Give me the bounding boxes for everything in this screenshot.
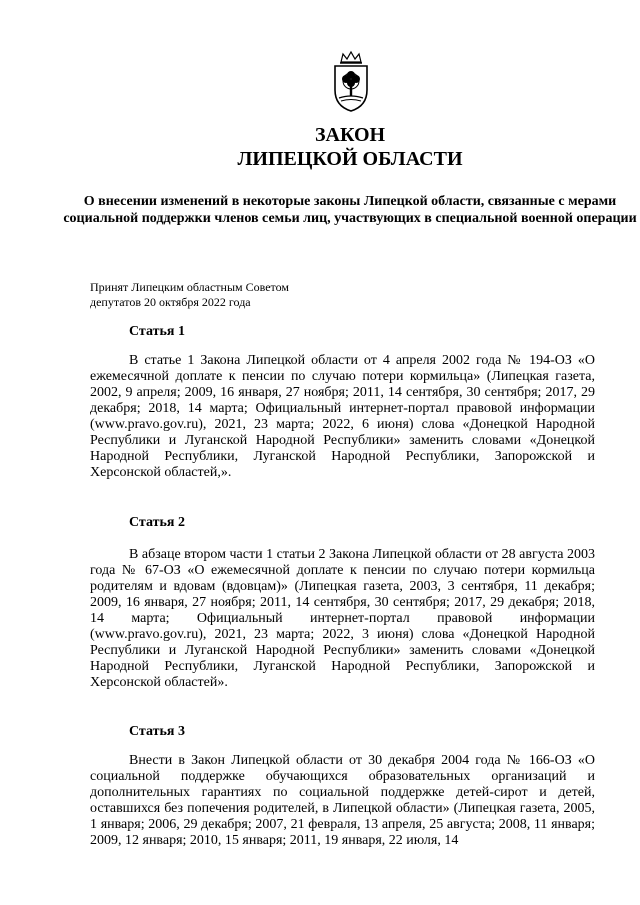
article-1-text: В статье 1 Закона Липецкой области от 4 апреля 2002 года № 194-ОЗ «О ежемесячной доплате к пенсии по случаю потери кормильца» (Липецкая газета, 2002, 9 апреля; 2009, 16 января, 27 ноября; 2011, 14 сентября, 30 сентября; 2017, 29 декабря; 2018, 14 марта; Официальный интернет-портал правовой информации (www.pravo.gov.ru), 2021, 23 марта; 2022, 6 июня) слова «Донецкой Народной Республики и Луганской Народной Республики» заменить словами «Донецкой Народной Республики, Луганской Народной Республики, Запорожской и Херсонской областей,». [90, 353, 595, 480]
article-1-heading: Статья 1 [129, 324, 185, 339]
adoption-note [90, 280, 289, 310]
region-title: ЛИПЕЦКОЙ ОБЛАСТИ [237, 148, 463, 170]
adoption-line-1: Принят Липецким областным Советом [90, 280, 289, 294]
law-subject: О внесении изменений в некоторые законы Липецкой области, связанные с мерами социальной поддержки членов семьи лиц, участвующих в специальной военной операции [63, 194, 637, 226]
article-3-text: Внести в Закон Липецкой области от 30 декабря 2004 года № 166-ОЗ «О социальной поддержке обучающихся образовательных организаций и дополнительных гарантиях по социальной поддержке детей-сирот и детей, оставшихся без попечения родителей, в Липецкой области» (Липецкая газета, 2005, 1 января; 2006, 29 декабря; 2007, 21 февраля, 13 апреля, 25 августа; 2008, 11 января; 2009, 12 января; 2010, 15 января; 2011, 19 января, 22 июля, 14 [90, 753, 595, 848]
article-2-text: В абзаце втором части 1 статьи 2 Закона Липецкой области от 28 августа 2003 года № 67-ОЗ «О ежемесячной доплате к пенсии по случаю потери кормильца родителям и вдовам (вдовцам)» (Липецкая газета, 2003, 3 сентября, 11 декабря; 2009, 16 января, 27 ноября; 2011, 14 сентября, 30 сентября; 2017, 29 декабря; 2018, 14 марта; Официальный интернет-портал правовой информации (www.pravo.gov.ru), 2021, 23 марта; 2022, 3 июня) слова «Донецкой Народной Республики и Луганской Народной Республики» заменить словами «Донецкой Народной Республики, Луганской Народной Республики, Запорожской и Херсонской областей». [90, 547, 595, 690]
law-title: ЗАКОН [314, 124, 386, 146]
coat-of-arms-icon [327, 50, 375, 114]
adoption-line-2: депутатов 20 октября 2022 года [90, 295, 251, 309]
article-3-heading: Статья 3 [129, 724, 185, 739]
article-2-heading: Статья 2 [129, 515, 185, 530]
